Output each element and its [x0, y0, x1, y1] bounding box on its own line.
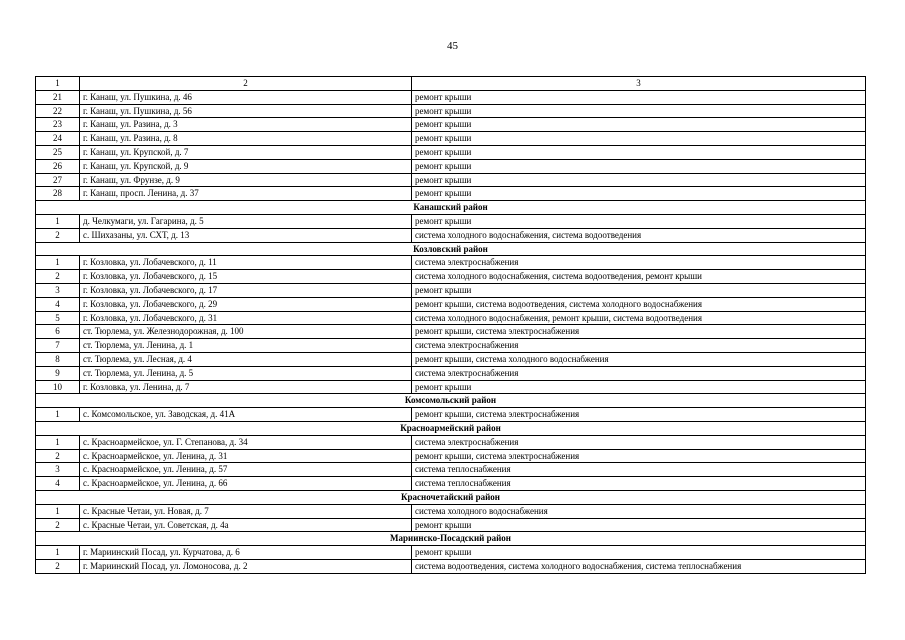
table-row	[36, 463, 866, 477]
table-row	[36, 504, 866, 518]
row-number: 28	[36, 187, 80, 201]
row-address: г. Козловка, ул. Ленина, д. 7	[80, 380, 412, 394]
row-number: 23	[36, 118, 80, 132]
region-title: Козловский район	[36, 242, 866, 256]
table-row	[36, 187, 866, 201]
row-work-type: система электроснабжения	[412, 366, 866, 380]
row-address: г. Канаш, ул. Крупской, д. 7	[80, 145, 412, 159]
row-work-type: система электроснабжения	[412, 256, 866, 270]
row-work-type: ремонт крыши	[412, 214, 866, 228]
row-number: 26	[36, 159, 80, 173]
row-number: 3	[36, 463, 80, 477]
row-address: г. Канаш, ул. Пушкина, д. 46	[80, 90, 412, 104]
row-work-type: ремонт крыши	[412, 159, 866, 173]
table-row	[36, 559, 866, 573]
row-number: 8	[36, 352, 80, 366]
region-header-row	[36, 201, 866, 215]
table-row	[36, 270, 866, 284]
row-number: 9	[36, 366, 80, 380]
row-address: г. Козловка, ул. Лобачевского, д. 29	[80, 297, 412, 311]
region-header-row	[36, 490, 866, 504]
region-header-row	[36, 242, 866, 256]
row-number: 2	[36, 518, 80, 532]
row-address: г. Канаш, ул. Фрунзе, д. 9	[80, 173, 412, 187]
row-work-type: ремонт крыши, система электроснабжения	[412, 449, 866, 463]
row-number: 2	[36, 559, 80, 573]
row-address: ст. Тюрлема, ул. Железнодорожная, д. 100	[80, 325, 412, 339]
region-header-row	[36, 394, 866, 408]
row-number: 3	[36, 283, 80, 297]
table-row	[36, 228, 866, 242]
table-row	[36, 90, 866, 104]
table-header-row	[36, 77, 866, 91]
row-number: 1	[36, 435, 80, 449]
row-number: 27	[36, 173, 80, 187]
row-address: г. Мариинский Посад, ул. Ломоносова, д. 2	[80, 559, 412, 573]
table-row	[36, 297, 866, 311]
row-number: 10	[36, 380, 80, 394]
table-row	[36, 518, 866, 532]
table-row	[36, 325, 866, 339]
table-row	[36, 366, 866, 380]
row-work-type: ремонт крыши	[412, 187, 866, 201]
row-address: с. Комсомольское, ул. Заводская, д. 41А	[80, 408, 412, 422]
table-row	[36, 435, 866, 449]
row-work-type: ремонт крыши, система холодного водоснабжения	[412, 352, 866, 366]
row-work-type: система холодного водоснабжения, ремонт крыши, система водоотведения	[412, 311, 866, 325]
row-number: 1	[36, 546, 80, 560]
table-row	[36, 339, 866, 353]
row-number: 1	[36, 214, 80, 228]
row-work-type: ремонт крыши	[412, 90, 866, 104]
region-title: Канашский район	[36, 201, 866, 215]
region-title: Красночетайский район	[36, 490, 866, 504]
row-work-type: ремонт крыши	[412, 118, 866, 132]
row-number: 5	[36, 311, 80, 325]
row-number: 21	[36, 90, 80, 104]
table-row	[36, 145, 866, 159]
region-title: Комсомольский район	[36, 394, 866, 408]
row-work-type: ремонт крыши	[412, 518, 866, 532]
header-col-2: 2	[80, 77, 412, 91]
region-header-row	[36, 421, 866, 435]
row-address: с. Шихазаны, ул. СХТ, д. 13	[80, 228, 412, 242]
row-number: 1	[36, 504, 80, 518]
row-address: г. Канаш, ул. Разина, д. 3	[80, 118, 412, 132]
row-address: с. Красноармейское, ул. Г. Степанова, д. 34	[80, 435, 412, 449]
row-address: г. Канаш, ул. Разина, д. 8	[80, 132, 412, 146]
table-row	[36, 132, 866, 146]
row-address: с. Красные Четаи, ул. Новая, д. 7	[80, 504, 412, 518]
row-address: д. Челкумаги, ул. Гагарина, д. 5	[80, 214, 412, 228]
row-address: ст. Тюрлема, ул. Лесная, д. 4	[80, 352, 412, 366]
row-address: с. Красные Четаи, ул. Советская, д. 4а	[80, 518, 412, 532]
row-work-type: ремонт крыши	[412, 104, 866, 118]
row-number: 6	[36, 325, 80, 339]
row-address: г. Канаш, ул. Крупской, д. 9	[80, 159, 412, 173]
row-work-type: система холодного водоснабжения, система водоотведения	[412, 228, 866, 242]
table-row	[36, 546, 866, 560]
table-row	[36, 256, 866, 270]
row-work-type: ремонт крыши, система электроснабжения	[412, 408, 866, 422]
row-address: с. Красноармейское, ул. Ленина, д. 31	[80, 449, 412, 463]
header-col-1: 1	[36, 77, 80, 91]
table-row	[36, 380, 866, 394]
table-row	[36, 311, 866, 325]
table-row	[36, 408, 866, 422]
row-number: 4	[36, 477, 80, 491]
row-number: 1	[36, 408, 80, 422]
row-number: 24	[36, 132, 80, 146]
region-title: Красноармейский район	[36, 421, 866, 435]
row-work-type: ремонт крыши	[412, 132, 866, 146]
row-number: 4	[36, 297, 80, 311]
row-work-type: система водоотведения, система холодного водоснабжения, система теплоснабжения	[412, 559, 866, 573]
table-row	[36, 283, 866, 297]
row-number: 22	[36, 104, 80, 118]
row-address: г. Козловка, ул. Лобачевского, д. 15	[80, 270, 412, 284]
row-address: г. Мариинский Посад, ул. Курчатова, д. 6	[80, 546, 412, 560]
row-address: г. Козловка, ул. Лобачевского, д. 17	[80, 283, 412, 297]
row-work-type: ремонт крыши, система электроснабжения	[412, 325, 866, 339]
row-number: 2	[36, 270, 80, 284]
row-number: 25	[36, 145, 80, 159]
page-number: 45	[447, 40, 458, 52]
row-work-type: система электроснабжения	[412, 435, 866, 449]
header-col-3: 3	[412, 77, 866, 91]
row-address: ст. Тюрлема, ул. Ленина, д. 5	[80, 366, 412, 380]
row-work-type: система электроснабжения	[412, 339, 866, 353]
row-address: с. Красноармейское, ул. Ленина, д. 57	[80, 463, 412, 477]
row-number: 7	[36, 339, 80, 353]
table-row	[36, 118, 866, 132]
row-work-type: ремонт крыши	[412, 380, 866, 394]
region-title: Мариинско-Посадский район	[36, 532, 866, 546]
row-work-type: система холодного водоснабжения	[412, 504, 866, 518]
row-work-type: система теплоснабжения	[412, 463, 866, 477]
table-row	[36, 173, 866, 187]
table-row	[36, 477, 866, 491]
row-address: г. Канаш, просп. Ленина, д. 37	[80, 187, 412, 201]
row-work-type: ремонт крыши	[412, 173, 866, 187]
row-number: 2	[36, 228, 80, 242]
row-work-type: ремонт крыши, система водоотведения, система холодного водоснабжения	[412, 297, 866, 311]
row-work-type: ремонт крыши	[412, 283, 866, 297]
table-row	[36, 104, 866, 118]
repair-register-table	[35, 76, 866, 574]
row-work-type: ремонт крыши	[412, 145, 866, 159]
row-work-type: система холодного водоснабжения, система водоотведения, ремонт крыши	[412, 270, 866, 284]
table-row	[36, 159, 866, 173]
region-header-row	[36, 532, 866, 546]
row-address: ст. Тюрлема, ул. Ленина, д. 1	[80, 339, 412, 353]
table-row	[36, 449, 866, 463]
row-address: г. Козловка, ул. Лобачевского, д. 11	[80, 256, 412, 270]
table-row	[36, 352, 866, 366]
row-number: 1	[36, 256, 80, 270]
row-work-type: ремонт крыши	[412, 546, 866, 560]
row-work-type: система теплоснабжения	[412, 477, 866, 491]
row-number: 2	[36, 449, 80, 463]
row-address: с. Красноармейское, ул. Ленина, д. 66	[80, 477, 412, 491]
row-address: г. Козловка, ул. Лобачевского, д. 31	[80, 311, 412, 325]
table-row	[36, 214, 866, 228]
row-address: г. Канаш, ул. Пушкина, д. 56	[80, 104, 412, 118]
